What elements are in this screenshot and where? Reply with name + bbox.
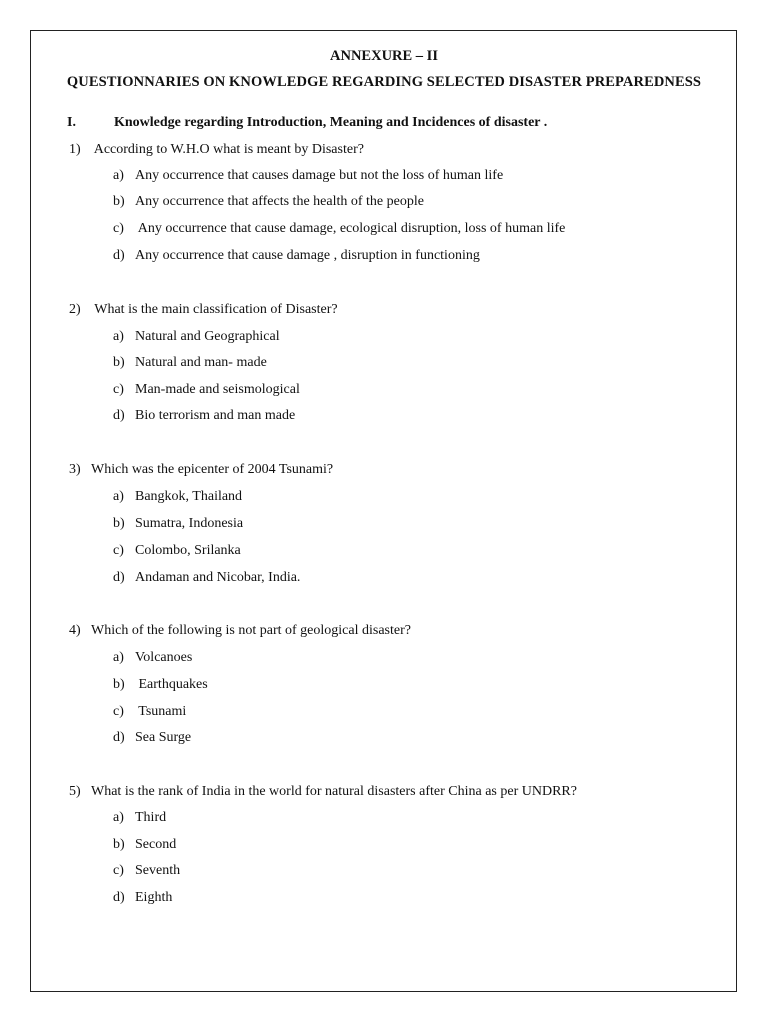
option-text: Eighth: [135, 890, 173, 905]
question-number: 1): [69, 142, 81, 157]
option-text: Bio terrorism and man made: [135, 408, 296, 423]
option-text: Seventh: [135, 863, 181, 878]
option-3d[interactable]: [113, 570, 300, 586]
question-text: Which of the following is not part of geological disaster?: [91, 623, 411, 638]
option-5a[interactable]: [113, 810, 166, 826]
option-text: Bangkok, Thailand: [135, 489, 243, 504]
question-number: 3): [69, 462, 81, 477]
option-text: Any occurrence that cause damage, ecological disruption, loss of human life: [135, 221, 566, 236]
option-3a[interactable]: [113, 489, 242, 505]
option-text: Second: [135, 837, 177, 852]
option-4d[interactable]: [113, 730, 191, 746]
question-number: 5): [69, 784, 81, 799]
option-4a[interactable]: [113, 650, 192, 666]
option-text: Sumatra, Indonesia: [135, 516, 244, 531]
option-label: c): [113, 863, 124, 878]
option-2a[interactable]: [113, 329, 280, 345]
question-5: [69, 784, 577, 800]
option-text: Man-made and seismological: [135, 382, 300, 397]
option-1a[interactable]: [113, 168, 503, 184]
option-text: Natural and man- made: [135, 355, 267, 370]
option-3b[interactable]: [113, 516, 243, 532]
option-label: a): [113, 650, 124, 665]
question-text: According to W.H.O what is meant by Disaster?: [91, 142, 364, 157]
option-label: a): [113, 489, 124, 504]
option-label: a): [113, 168, 124, 183]
section-number: I.: [67, 115, 76, 130]
option-1d[interactable]: [113, 248, 480, 264]
option-2d[interactable]: [113, 408, 295, 424]
option-text: Sea Surge: [135, 730, 192, 745]
option-text: Earthquakes: [135, 677, 208, 692]
question-3: [69, 462, 333, 478]
option-5b[interactable]: [113, 837, 176, 853]
question-text: What is the main classification of Disaster?: [91, 302, 338, 317]
annexure-heading: ANNEXURE – II: [330, 48, 438, 64]
option-text: Colombo, Srilanka: [135, 543, 241, 558]
option-text: Any occurrence that affects the health of the people: [135, 194, 424, 209]
option-label: d): [113, 890, 125, 905]
option-label: b): [113, 837, 125, 852]
option-label: c): [113, 382, 124, 397]
question-text: What is the rank of India in the world for natural disasters after China as per UNDRR?: [91, 784, 577, 799]
questionnaire-title: QUESTIONNARIES ON KNOWLEDGE REGARDING SELECTED DISASTER PREPAREDNESS: [66, 74, 702, 90]
option-1c[interactable]: [113, 221, 565, 237]
option-text: Third: [135, 810, 167, 825]
option-5d[interactable]: [113, 890, 172, 906]
option-5c[interactable]: [113, 863, 180, 879]
option-label: c): [113, 221, 124, 236]
question-2: [69, 302, 338, 318]
option-text: Any occurrence that causes damage but not the loss of human life: [135, 168, 504, 183]
option-text: Any occurrence that cause damage , disruption in functioning: [135, 248, 480, 263]
option-4c[interactable]: [113, 704, 186, 720]
option-2b[interactable]: [113, 355, 267, 371]
option-text: Volcanoes: [135, 650, 193, 665]
option-1b[interactable]: [113, 194, 424, 210]
option-label: c): [113, 543, 124, 558]
option-label: d): [113, 570, 125, 585]
section-heading: [67, 115, 547, 131]
question-text: Which was the epicenter of 2004 Tsunami?: [91, 462, 334, 477]
option-2c[interactable]: [113, 382, 300, 398]
option-label: b): [113, 355, 125, 370]
option-text: Natural and Geographical: [135, 329, 280, 344]
question-4: [69, 623, 411, 639]
question-1: [69, 142, 364, 158]
option-label: d): [113, 408, 125, 423]
option-label: a): [113, 810, 124, 825]
option-label: b): [113, 516, 125, 531]
option-label: b): [113, 194, 125, 209]
option-3c[interactable]: [113, 543, 241, 559]
option-label: d): [113, 730, 125, 745]
option-label: b): [113, 677, 125, 692]
option-4b[interactable]: [113, 677, 208, 693]
question-number: 4): [69, 623, 81, 638]
option-label: d): [113, 248, 125, 263]
option-text: Tsunami: [135, 704, 187, 719]
section-title: Knowledge regarding Introduction, Meaning and Incidences of disaster .: [114, 115, 548, 130]
option-text: Andaman and Nicobar, India.: [135, 570, 301, 585]
option-label: c): [113, 704, 124, 719]
question-number: 2): [69, 302, 81, 317]
option-label: a): [113, 329, 124, 344]
